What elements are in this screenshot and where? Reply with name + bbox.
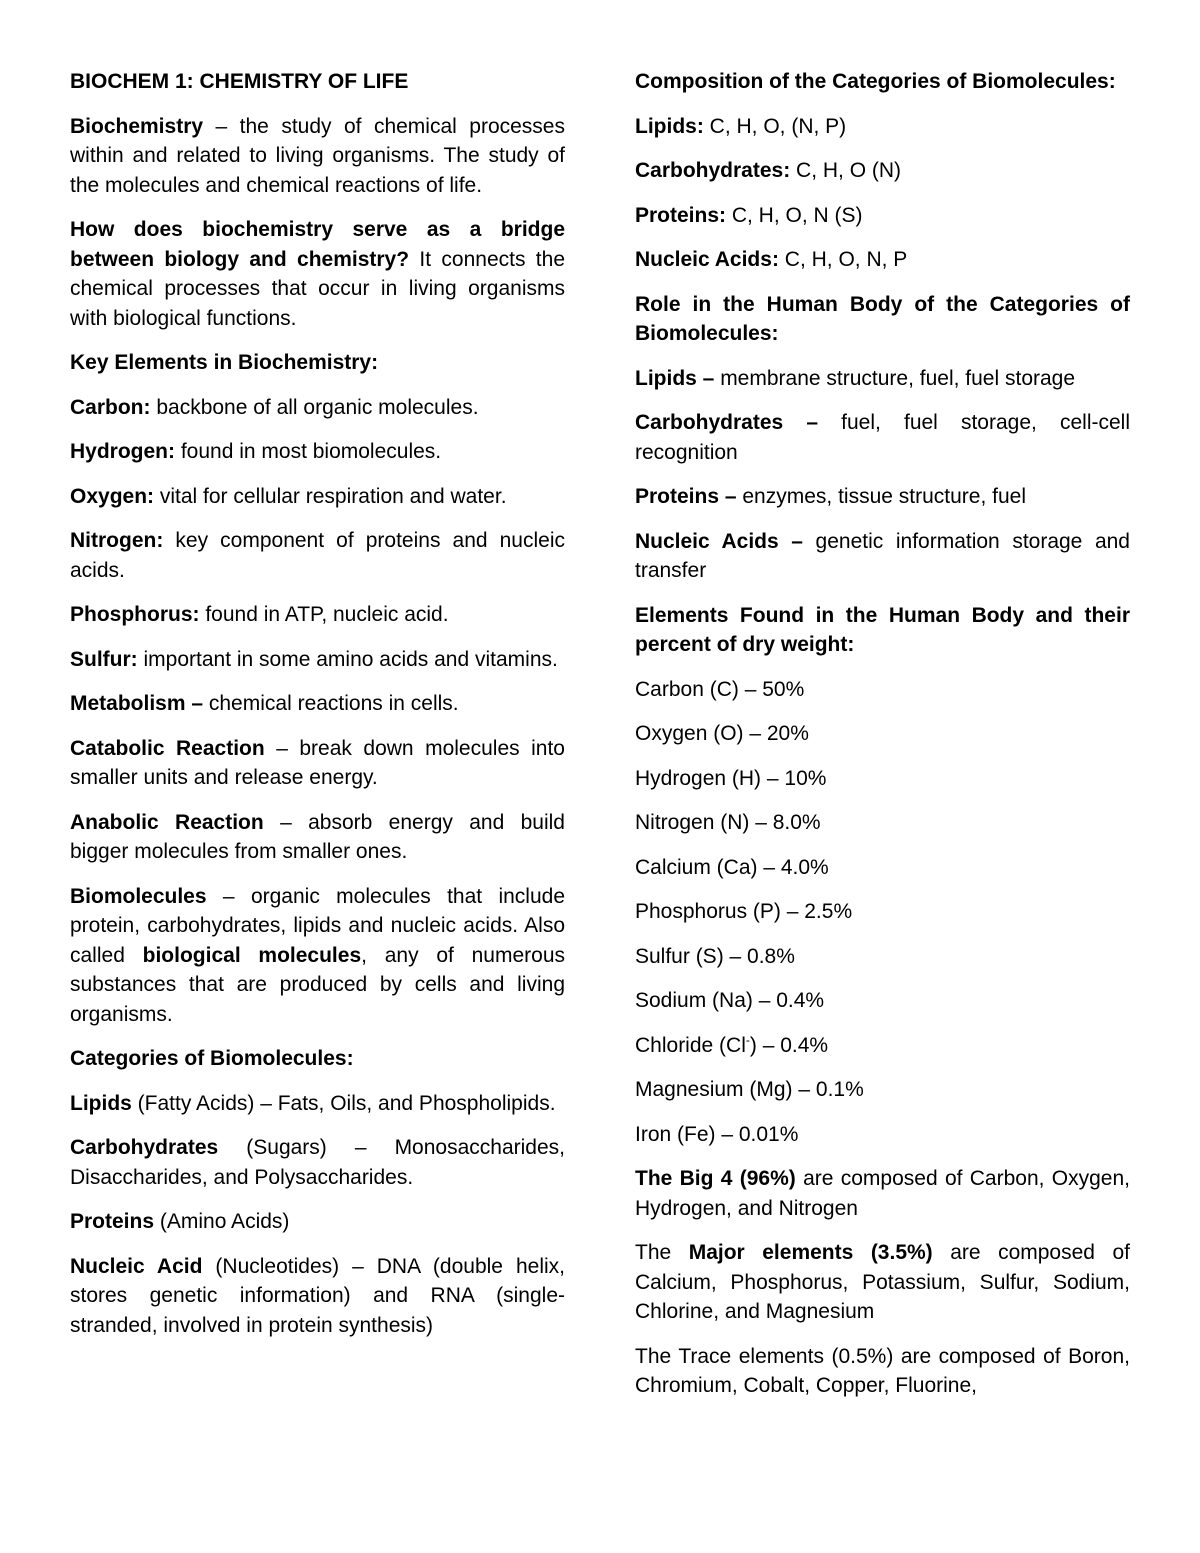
element-oxygen: Oxygen (O) – 20%: [635, 722, 809, 745]
key-element-name: Nitrogen:: [70, 529, 164, 552]
big4-term: The Big 4 (96%): [635, 1167, 796, 1190]
category-desc: (Sugars) – Monosaccharides, Disaccharides, and Polysaccharides.: [70, 1136, 565, 1189]
metabolism-term: Metabolism –: [70, 692, 204, 715]
category-carbohydrates: [70, 1133, 565, 1192]
trace-elements-paragraph: The Trace elements (0.5%) are composed of Boron, Chromium, Cobalt, Copper, Fluorine,: [635, 1344, 1130, 1397]
key-elements-heading: Key Elements in Biochemistry:: [70, 351, 379, 374]
biomolecules-text: – organic molecules that include protein, carbohydrates, lipids and nucleic acids. Also called: [70, 884, 565, 967]
composition-lipids: [635, 112, 1130, 142]
key-element-name: Hydrogen:: [70, 440, 175, 463]
catabolic-text: – break down molecules into smaller units and release energy.: [70, 736, 565, 789]
role-desc: genetic information storage and transfer: [635, 529, 1130, 582]
role-name: Nucleic Acids –: [635, 529, 803, 553]
biological-molecules-term: biological molecules: [142, 943, 362, 967]
category-nucleic-acid: [70, 1252, 565, 1341]
role-desc: fuel, fuel storage, cell-cell recognition: [635, 411, 1130, 464]
element-phosphorus: Phosphorus (P) – 2.5%: [635, 900, 853, 923]
role-desc: membrane structure, fuel, fuel storage: [714, 366, 1076, 390]
key-element-name: Oxygen:: [70, 484, 155, 508]
element-carbon: Carbon (C) – 50%: [635, 677, 805, 701]
element-nitrogen: Nitrogen (N) – 8.0%: [635, 811, 821, 834]
composition-desc: C, H, O, (N, P): [703, 114, 847, 138]
composition-name: Carbohydrates:: [635, 159, 791, 182]
role-name: Carbohydrates –: [635, 411, 819, 434]
key-element-desc: vital for cellular respiration and water.: [154, 484, 507, 508]
role-heading: Role in the Human Body of the Categories of Biomolecules:: [635, 292, 1130, 345]
composition-name: Lipids:: [635, 114, 704, 138]
metabolism-text: chemical reactions in cells.: [203, 692, 459, 715]
element-sodium: Sodium (Na) – 0.4%: [635, 989, 825, 1012]
category-name: Carbohydrates: [70, 1136, 219, 1159]
anabolic-definition: [70, 808, 565, 867]
category-desc: (Fatty Acids) – Fats, Oils, and Phospholipids.: [131, 1091, 556, 1115]
elements-heading: Elements Found in the Human Body and their percent of dry weight:: [635, 603, 1130, 656]
key-element-hydrogen: [70, 437, 565, 467]
anabolic-text: – absorb energy and build bigger molecules from smaller ones.: [70, 810, 565, 863]
biomolecules-term: Biomolecules: [70, 884, 207, 908]
biomolecules-definition: [70, 882, 565, 1030]
element-sulfur: Sulfur (S) – 0.8%: [635, 944, 795, 968]
composition-nucleic-acids: [635, 245, 1130, 275]
element-magnesium: Magnesium (Mg) – 0.1%: [635, 1078, 864, 1101]
role-carbohydrates: [635, 408, 1130, 467]
key-element-desc: key component of proteins and nucleic acids.: [70, 529, 565, 582]
category-lipids: [70, 1089, 565, 1119]
catabolic-definition: [70, 734, 565, 793]
category-name: Lipids: [70, 1091, 132, 1115]
role-proteins: [635, 482, 1130, 512]
key-element-desc: found in ATP, nucleic acid.: [199, 603, 449, 626]
category-desc: (Nucleotides) – DNA (double helix, stores genetic information) and RNA (single-stranded, involved in protein synthesis): [70, 1254, 565, 1337]
metabolism-definition: [70, 689, 565, 719]
major-text: are composed of Calcium, Phosphorus, Potassium, Sulfur, Sodium, Chlorine, and Magnesium: [635, 1241, 1130, 1323]
composition-desc: C, H, O, N (S): [726, 203, 863, 227]
element-calcium: Calcium (Ca) – 4.0%: [635, 855, 829, 879]
chloride-post: ) – 0.4%: [749, 1033, 829, 1057]
biochemistry-term: Biochemistry: [70, 114, 204, 138]
role-name: Proteins –: [635, 485, 737, 508]
right-column: [635, 67, 1130, 1416]
composition-name: Proteins:: [635, 203, 727, 227]
bridge-question: How does biochemistry serve as a bridge between biology and chemistry?: [70, 218, 565, 271]
left-column: [70, 67, 565, 1355]
anabolic-term: Anabolic Reaction: [70, 810, 264, 834]
chloride-superscript: -: [745, 1032, 750, 1047]
composition-heading: Composition of the Categories of Biomolecules:: [635, 70, 1116, 93]
composition-carbohydrates: [635, 156, 1130, 186]
big4-paragraph: [635, 1164, 1130, 1223]
role-name: Lipids –: [635, 366, 715, 390]
role-desc: enzymes, tissue structure, fuel: [736, 485, 1026, 508]
catabolic-term: Catabolic Reaction: [70, 736, 265, 760]
element-chloride: [635, 1031, 1130, 1061]
key-element-oxygen: [70, 482, 565, 512]
key-element-phosphorus: [70, 600, 565, 630]
major-elements-paragraph: [635, 1238, 1130, 1327]
biochemistry-text: – the study of chemical processes within and related to living organisms. The study of the molecules and chemical reactions of life.: [70, 114, 565, 197]
biomolecules-text-end: , any of numerous substances that are produced by cells and living organisms.: [70, 943, 566, 1026]
role-nucleic-acids: [635, 527, 1130, 586]
big4-text: are composed of Carbon, Oxygen, Hydrogen, and Nitrogen: [635, 1167, 1130, 1220]
key-element-desc: found in most biomolecules.: [175, 440, 442, 463]
biochemistry-definition: [70, 112, 565, 201]
key-element-name: Sulfur:: [70, 647, 138, 671]
categories-heading: Categories of Biomolecules:: [70, 1047, 354, 1070]
category-proteins: [70, 1207, 565, 1237]
document-title: BIOCHEM 1: CHEMISTRY OF LIFE: [70, 70, 409, 93]
key-element-carbon: [70, 393, 565, 423]
key-element-name: Carbon:: [70, 395, 151, 419]
major-pre: The: [635, 1241, 689, 1264]
category-name: Proteins: [70, 1210, 155, 1233]
bridge-paragraph: [70, 215, 565, 333]
element-iron: Iron (Fe) – 0.01%: [635, 1122, 799, 1146]
bridge-answer: It connects the chemical processes that occur in living organisms with biological functions.: [70, 247, 566, 330]
composition-proteins: [635, 201, 1130, 231]
role-lipids: [635, 364, 1130, 394]
category-name: Nucleic Acid: [70, 1254, 203, 1278]
major-term: Major elements (3.5%): [688, 1241, 933, 1264]
composition-desc: C, H, O, N, P: [778, 248, 908, 271]
composition-name: Nucleic Acids:: [635, 248, 779, 271]
key-element-sulfur: [70, 645, 565, 675]
composition-desc: C, H, O (N): [790, 159, 902, 182]
key-element-desc: important in some amino acids and vitamins.: [137, 647, 558, 671]
chloride-pre: Chloride (Cl: [635, 1033, 746, 1057]
key-element-desc: backbone of all organic molecules.: [150, 395, 479, 419]
key-element-name: Phosphorus:: [70, 603, 200, 626]
category-desc: (Amino Acids): [154, 1210, 290, 1233]
element-hydrogen: Hydrogen (H) – 10%: [635, 766, 827, 790]
key-element-nitrogen: [70, 526, 565, 585]
